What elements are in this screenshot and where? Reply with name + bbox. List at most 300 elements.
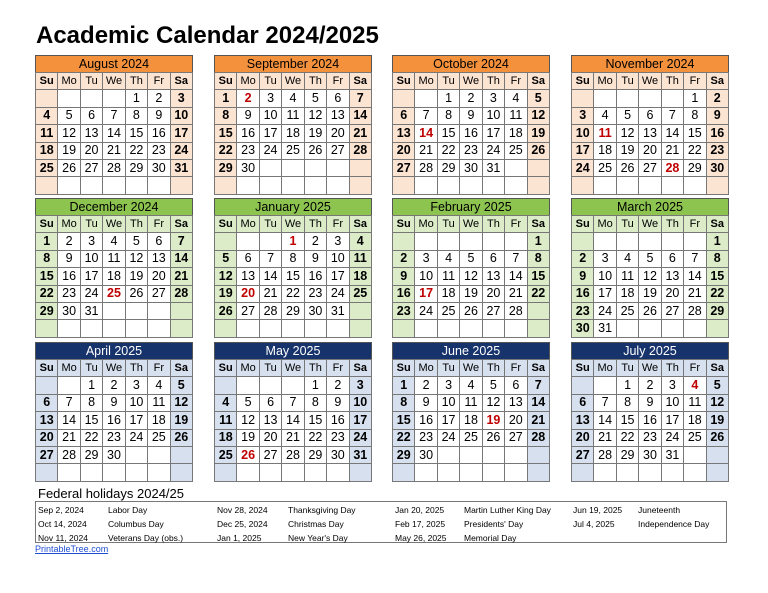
day-cell: 28 xyxy=(170,285,192,302)
weekday-label: Mo xyxy=(594,216,616,233)
day-cell: 8 xyxy=(393,394,415,411)
day-cell: 8 xyxy=(282,250,304,267)
day-cell: 16 xyxy=(572,285,594,302)
day-cell: 12 xyxy=(170,394,192,411)
day-cell: 13 xyxy=(148,250,170,267)
empty-cell xyxy=(259,320,281,337)
holiday-day-cell: 2 xyxy=(237,90,259,107)
day-cell: 18 xyxy=(148,412,170,429)
empty-cell xyxy=(103,90,125,107)
day-cell: 16 xyxy=(58,268,80,285)
day-cell: 28 xyxy=(349,142,371,159)
empty-cell xyxy=(58,464,80,481)
day-cell: 1 xyxy=(527,233,549,250)
empty-cell xyxy=(304,177,326,194)
empty-cell xyxy=(36,177,58,194)
day-cell: 4 xyxy=(460,377,482,394)
empty-cell xyxy=(36,320,58,337)
day-cell: 22 xyxy=(80,429,102,446)
day-cell: 28 xyxy=(594,446,616,463)
day-cell: 21 xyxy=(415,142,437,159)
day-cell: 8 xyxy=(125,107,147,124)
empty-cell xyxy=(148,446,170,463)
day-cell: 24 xyxy=(437,429,459,446)
day-cell: 31 xyxy=(482,159,504,176)
day-cell: 25 xyxy=(215,446,237,463)
empty-cell xyxy=(259,159,281,176)
day-cell: 16 xyxy=(237,125,259,142)
day-cell: 2 xyxy=(148,90,170,107)
day-cell: 14 xyxy=(684,268,706,285)
weekday-label: Su xyxy=(36,360,58,377)
day-cell: 5 xyxy=(58,107,80,124)
day-cell: 8 xyxy=(527,250,549,267)
day-cell: 18 xyxy=(594,142,616,159)
weekday-label: Tu xyxy=(80,216,102,233)
day-cell: 18 xyxy=(36,142,58,159)
empty-cell xyxy=(58,90,80,107)
empty-cell xyxy=(684,233,706,250)
empty-cell xyxy=(349,177,371,194)
day-cell: 13 xyxy=(661,268,683,285)
weekday-label: Sa xyxy=(527,216,549,233)
day-cell: 25 xyxy=(282,142,304,159)
empty-cell xyxy=(148,320,170,337)
day-cell: 11 xyxy=(460,394,482,411)
day-cell: 5 xyxy=(616,107,638,124)
day-cell: 18 xyxy=(282,125,304,142)
weekday-label: Fr xyxy=(148,73,170,90)
day-cell: 26 xyxy=(527,142,549,159)
day-cell: 21 xyxy=(349,125,371,142)
empty-cell xyxy=(437,320,459,337)
day-cell: 5 xyxy=(482,377,504,394)
day-cell: 26 xyxy=(616,159,638,176)
day-cell: 2 xyxy=(393,250,415,267)
weekday-label: Mo xyxy=(237,360,259,377)
empty-cell xyxy=(259,177,281,194)
weekday-label: Su xyxy=(572,360,594,377)
weekday-label: Fr xyxy=(327,360,349,377)
day-cell: 25 xyxy=(684,429,706,446)
day-cell: 9 xyxy=(639,394,661,411)
day-cell: 20 xyxy=(259,429,281,446)
day-cell: 16 xyxy=(706,125,728,142)
day-cell: 8 xyxy=(706,250,728,267)
day-cell: 9 xyxy=(706,107,728,124)
empty-cell xyxy=(215,377,237,394)
weekday-label: We xyxy=(103,216,125,233)
day-cell: 4 xyxy=(148,377,170,394)
day-cell: 16 xyxy=(148,125,170,142)
day-cell: 24 xyxy=(415,302,437,319)
day-cell: 9 xyxy=(103,394,125,411)
holiday-date: Jan 20, 2025 xyxy=(395,505,445,515)
day-cell: 25 xyxy=(148,429,170,446)
day-cell: 10 xyxy=(661,394,683,411)
day-cell: 12 xyxy=(237,412,259,429)
empty-cell xyxy=(327,320,349,337)
holiday-name: Veterans Day (obs.) xyxy=(108,533,184,543)
day-cell: 19 xyxy=(170,412,192,429)
day-cell: 30 xyxy=(460,159,482,176)
day-cell: 20 xyxy=(327,125,349,142)
day-cell: 11 xyxy=(505,107,527,124)
day-cell: 7 xyxy=(661,107,683,124)
month-9 xyxy=(35,342,193,482)
day-cell: 4 xyxy=(594,107,616,124)
day-cell: 17 xyxy=(170,125,192,142)
month-4 xyxy=(571,55,729,195)
month-2 xyxy=(214,55,372,195)
empty-cell xyxy=(505,233,527,250)
day-cell: 31 xyxy=(327,302,349,319)
day-cell: 19 xyxy=(304,125,326,142)
weekday-label: Mo xyxy=(415,216,437,233)
day-cell: 13 xyxy=(36,412,58,429)
day-cell: 14 xyxy=(349,107,371,124)
day-cell: 5 xyxy=(460,250,482,267)
empty-cell xyxy=(237,464,259,481)
day-cell: 11 xyxy=(103,250,125,267)
empty-cell xyxy=(437,464,459,481)
holiday-date: Nov 28, 2024 xyxy=(217,505,268,515)
holiday-name: Presidents' Day xyxy=(464,519,524,529)
weekday-label: Th xyxy=(125,216,147,233)
day-cell: 14 xyxy=(527,394,549,411)
day-cell: 9 xyxy=(415,394,437,411)
day-cell: 13 xyxy=(237,268,259,285)
empty-cell xyxy=(215,233,237,250)
day-cell: 26 xyxy=(304,142,326,159)
day-cell: 6 xyxy=(237,250,259,267)
day-cell: 27 xyxy=(661,302,683,319)
empty-cell xyxy=(616,177,638,194)
day-cell: 10 xyxy=(415,268,437,285)
month-title: January 2025 xyxy=(214,198,372,215)
weekday-label: Tu xyxy=(259,73,281,90)
month-12 xyxy=(571,342,729,482)
empty-cell xyxy=(349,159,371,176)
day-cell: 15 xyxy=(616,412,638,429)
day-cell: 25 xyxy=(460,429,482,446)
empty-cell xyxy=(80,320,102,337)
empty-cell xyxy=(616,320,638,337)
day-cell: 14 xyxy=(103,125,125,142)
empty-cell xyxy=(482,464,504,481)
empty-cell xyxy=(125,320,147,337)
day-cell: 22 xyxy=(282,285,304,302)
day-cell: 10 xyxy=(437,394,459,411)
day-cell: 11 xyxy=(215,412,237,429)
weekday-label: We xyxy=(282,73,304,90)
weekday-label: Su xyxy=(572,216,594,233)
day-cell: 19 xyxy=(460,285,482,302)
day-cell: 23 xyxy=(237,142,259,159)
day-cell: 23 xyxy=(304,285,326,302)
day-cell: 14 xyxy=(282,412,304,429)
source-link[interactable]: PrintableTree.com xyxy=(35,544,109,554)
day-cell: 12 xyxy=(58,125,80,142)
day-cell: 2 xyxy=(415,377,437,394)
day-cell: 15 xyxy=(125,125,147,142)
empty-cell xyxy=(415,233,437,250)
day-cell: 29 xyxy=(282,302,304,319)
weekday-label: Fr xyxy=(505,216,527,233)
day-cell: 6 xyxy=(36,394,58,411)
day-cell: 27 xyxy=(327,142,349,159)
day-cell: 5 xyxy=(237,394,259,411)
day-cell: 31 xyxy=(661,446,683,463)
weekday-label: Su xyxy=(36,216,58,233)
day-cell: 6 xyxy=(259,394,281,411)
day-cell: 8 xyxy=(80,394,102,411)
empty-cell xyxy=(527,159,549,176)
holiday-date: Jun 19, 2025 xyxy=(573,505,623,515)
day-cell: 19 xyxy=(58,142,80,159)
empty-cell xyxy=(616,233,638,250)
empty-cell xyxy=(304,320,326,337)
month-days-table xyxy=(35,72,193,195)
day-cell: 19 xyxy=(706,412,728,429)
month-title: March 2025 xyxy=(571,198,729,215)
day-cell: 22 xyxy=(304,429,326,446)
day-cell: 11 xyxy=(349,250,371,267)
day-cell: 14 xyxy=(170,250,192,267)
day-cell: 6 xyxy=(393,107,415,124)
day-cell: 9 xyxy=(393,268,415,285)
day-cell: 28 xyxy=(415,159,437,176)
empty-cell xyxy=(36,90,58,107)
day-cell: 10 xyxy=(259,107,281,124)
day-cell: 20 xyxy=(572,429,594,446)
month-title: May 2025 xyxy=(214,342,372,359)
weekday-label: Th xyxy=(661,73,683,90)
empty-cell xyxy=(170,177,192,194)
empty-cell xyxy=(103,177,125,194)
weekday-label: Tu xyxy=(80,360,102,377)
weekday-label: Sa xyxy=(349,73,371,90)
weekday-label: Tu xyxy=(259,216,281,233)
day-cell: 23 xyxy=(58,285,80,302)
empty-cell xyxy=(148,177,170,194)
weekday-label: Mo xyxy=(58,216,80,233)
empty-cell xyxy=(125,464,147,481)
day-cell: 15 xyxy=(282,268,304,285)
day-cell: 30 xyxy=(148,159,170,176)
day-cell: 3 xyxy=(327,233,349,250)
day-cell: 22 xyxy=(125,142,147,159)
day-cell: 6 xyxy=(148,233,170,250)
empty-cell xyxy=(661,177,683,194)
day-cell: 17 xyxy=(661,412,683,429)
empty-cell xyxy=(460,177,482,194)
day-cell: 16 xyxy=(304,268,326,285)
day-cell: 20 xyxy=(393,142,415,159)
month-days-table xyxy=(571,215,729,338)
empty-cell xyxy=(103,320,125,337)
day-cell: 9 xyxy=(148,107,170,124)
empty-cell xyxy=(349,302,371,319)
month-title: June 2025 xyxy=(392,342,550,359)
empty-cell xyxy=(80,90,102,107)
day-cell: 3 xyxy=(572,107,594,124)
day-cell: 3 xyxy=(349,377,371,394)
weekday-label: Su xyxy=(572,73,594,90)
day-cell: 16 xyxy=(327,412,349,429)
empty-cell xyxy=(527,302,549,319)
day-cell: 20 xyxy=(80,142,102,159)
day-cell: 26 xyxy=(706,429,728,446)
day-cell: 3 xyxy=(594,250,616,267)
empty-cell xyxy=(148,302,170,319)
holiday-name: Columbus Day xyxy=(108,519,164,529)
day-cell: 12 xyxy=(706,394,728,411)
weekday-label: Sa xyxy=(706,216,728,233)
day-cell: 25 xyxy=(594,159,616,176)
day-cell: 30 xyxy=(415,446,437,463)
weekday-label: Su xyxy=(36,73,58,90)
empty-cell xyxy=(237,377,259,394)
month-days-table xyxy=(392,72,550,195)
day-cell: 28 xyxy=(103,159,125,176)
day-cell: 10 xyxy=(349,394,371,411)
day-cell: 19 xyxy=(215,285,237,302)
day-cell: 9 xyxy=(460,107,482,124)
empty-cell xyxy=(148,464,170,481)
weekday-label: Sa xyxy=(170,73,192,90)
empty-cell xyxy=(36,377,58,394)
weekday-label: Th xyxy=(304,360,326,377)
weekday-label: Sa xyxy=(170,216,192,233)
day-cell: 12 xyxy=(527,107,549,124)
weekday-label: Mo xyxy=(237,73,259,90)
day-cell: 19 xyxy=(639,285,661,302)
day-cell: 30 xyxy=(304,302,326,319)
day-cell: 3 xyxy=(437,377,459,394)
day-cell: 17 xyxy=(125,412,147,429)
day-cell: 23 xyxy=(393,302,415,319)
day-cell: 15 xyxy=(36,268,58,285)
month-6 xyxy=(214,198,372,338)
empty-cell xyxy=(125,302,147,319)
holiday-day-cell: 28 xyxy=(661,159,683,176)
day-cell: 15 xyxy=(393,412,415,429)
day-cell: 12 xyxy=(215,268,237,285)
day-cell: 29 xyxy=(304,446,326,463)
empty-cell xyxy=(572,90,594,107)
weekday-label: Th xyxy=(661,360,683,377)
day-cell: 9 xyxy=(327,394,349,411)
holiday-name: Juneteenth xyxy=(638,505,681,515)
empty-cell xyxy=(415,320,437,337)
day-cell: 18 xyxy=(460,412,482,429)
day-cell: 5 xyxy=(215,250,237,267)
day-cell: 2 xyxy=(572,250,594,267)
day-cell: 15 xyxy=(304,412,326,429)
day-cell: 23 xyxy=(460,142,482,159)
empty-cell xyxy=(415,90,437,107)
day-cell: 14 xyxy=(259,268,281,285)
empty-cell xyxy=(482,320,504,337)
day-cell: 1 xyxy=(80,377,102,394)
day-cell: 22 xyxy=(215,142,237,159)
day-cell: 27 xyxy=(639,159,661,176)
weekday-label: Sa xyxy=(527,360,549,377)
day-cell: 24 xyxy=(125,429,147,446)
day-cell: 31 xyxy=(349,446,371,463)
day-cell: 13 xyxy=(482,268,504,285)
day-cell: 29 xyxy=(80,446,102,463)
day-cell: 13 xyxy=(639,125,661,142)
weekday-label: We xyxy=(639,216,661,233)
day-cell: 29 xyxy=(215,159,237,176)
day-cell: 3 xyxy=(80,233,102,250)
day-cell: 5 xyxy=(527,90,549,107)
weekday-label: Mo xyxy=(58,360,80,377)
weekday-label: Mo xyxy=(594,360,616,377)
month-days-table xyxy=(35,359,193,482)
day-cell: 17 xyxy=(80,268,102,285)
day-cell: 8 xyxy=(304,394,326,411)
empty-cell xyxy=(259,233,281,250)
empty-cell xyxy=(393,90,415,107)
day-cell: 8 xyxy=(437,107,459,124)
day-cell: 24 xyxy=(259,142,281,159)
day-cell: 17 xyxy=(594,285,616,302)
day-cell: 5 xyxy=(304,90,326,107)
day-cell: 29 xyxy=(684,159,706,176)
day-cell: 6 xyxy=(80,107,102,124)
empty-cell xyxy=(282,320,304,337)
day-cell: 21 xyxy=(594,429,616,446)
weekday-label: Mo xyxy=(415,73,437,90)
month-days-table xyxy=(214,72,372,195)
holidays-title: Federal holidays 2024/25 xyxy=(38,486,184,501)
weekday-label: Mo xyxy=(594,73,616,90)
day-cell: 23 xyxy=(706,142,728,159)
day-cell: 27 xyxy=(36,446,58,463)
day-cell: 12 xyxy=(125,250,147,267)
day-cell: 2 xyxy=(706,90,728,107)
day-cell: 6 xyxy=(639,107,661,124)
holiday-date: Jul 4, 2025 xyxy=(573,519,615,529)
holiday-date: Sep 2, 2024 xyxy=(38,505,84,515)
empty-cell xyxy=(215,320,237,337)
empty-cell xyxy=(58,320,80,337)
holiday-day-cell: 4 xyxy=(684,377,706,394)
day-cell: 29 xyxy=(616,446,638,463)
day-cell: 8 xyxy=(616,394,638,411)
empty-cell xyxy=(304,159,326,176)
holiday-date: Dec 25, 2024 xyxy=(217,519,268,529)
day-cell: 27 xyxy=(80,159,102,176)
day-cell: 26 xyxy=(482,429,504,446)
day-cell: 23 xyxy=(572,302,594,319)
weekday-label: Fr xyxy=(327,73,349,90)
empty-cell xyxy=(639,320,661,337)
day-cell: 18 xyxy=(616,285,638,302)
day-cell: 16 xyxy=(393,285,415,302)
month-7 xyxy=(392,198,550,338)
weekday-label: Fr xyxy=(684,360,706,377)
day-cell: 13 xyxy=(393,125,415,142)
weekday-label: Su xyxy=(215,360,237,377)
empty-cell xyxy=(505,464,527,481)
holiday-name: Thanksgiving Day xyxy=(288,505,356,515)
weekday-label: Sa xyxy=(170,360,192,377)
day-cell: 29 xyxy=(36,302,58,319)
